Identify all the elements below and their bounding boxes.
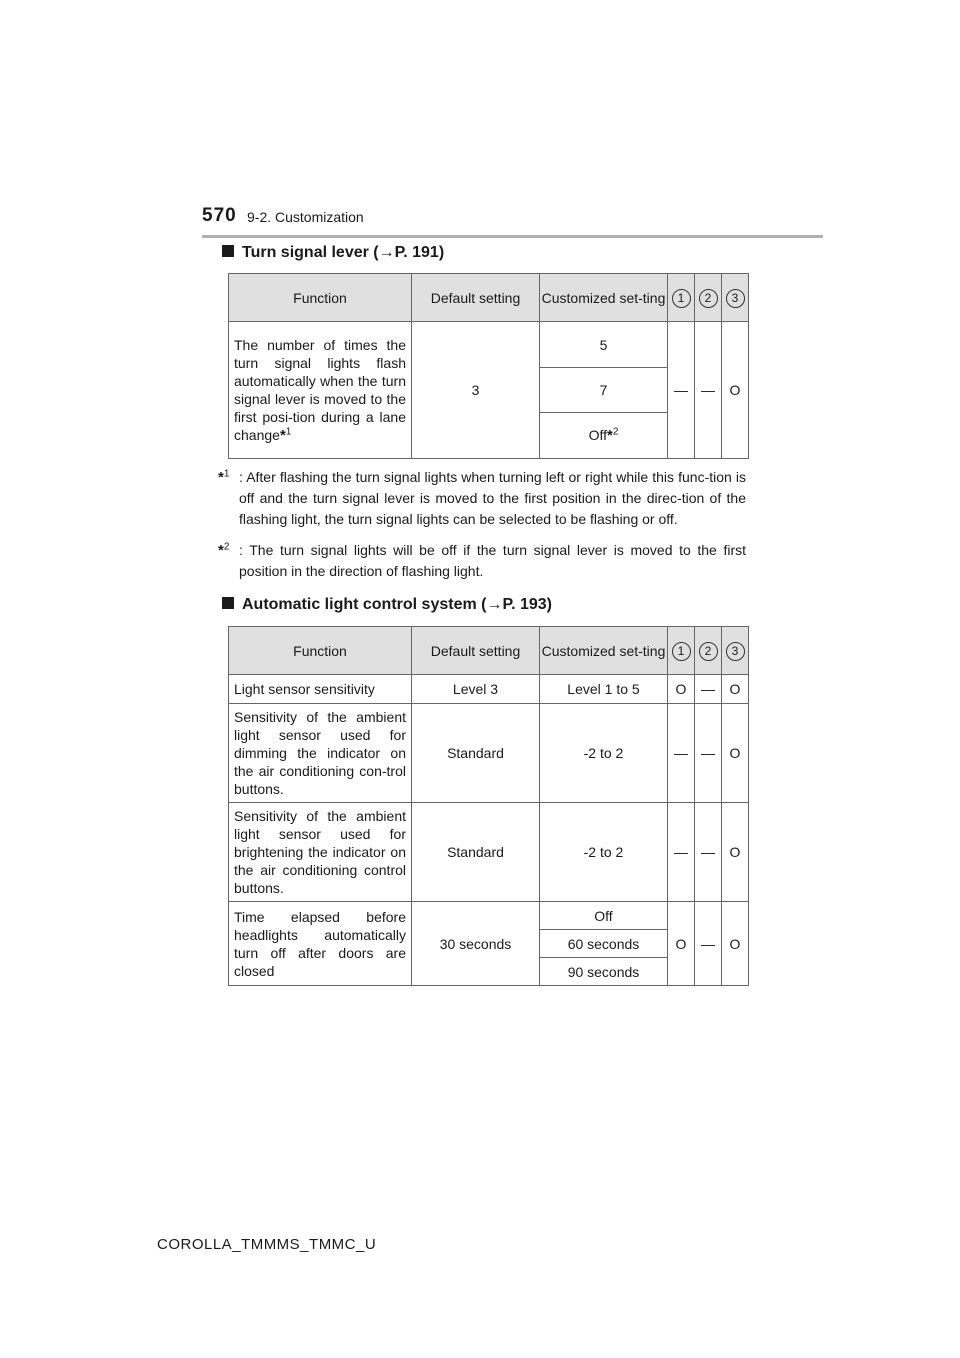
option-cell: 7 [540, 368, 668, 413]
asterisk-icon: * [607, 427, 613, 444]
c3-cell: O [722, 803, 749, 902]
col-1 [668, 274, 695, 322]
turn-signal-table [228, 273, 749, 459]
table-row [229, 704, 749, 803]
function-cell: Time elapsed before headlights automatically turn off after doors are closed [229, 902, 412, 986]
c2-cell: — [695, 704, 722, 803]
table-header-row [229, 627, 749, 675]
custom-cell: -2 to 2 [540, 704, 668, 803]
square-bullet-icon [222, 245, 234, 257]
c3-cell: O [722, 322, 749, 459]
c1-cell: — [668, 322, 695, 459]
circled-3-icon: 3 [726, 289, 745, 308]
circled-1-icon: 1 [672, 289, 691, 308]
table-row [229, 803, 749, 902]
asterisk-icon: * [218, 542, 224, 559]
function-cell: Sensitivity of the ambient light sensor used for dimming the indicator on the air conditioning con-trol buttons. [229, 704, 412, 803]
c2-cell: — [695, 803, 722, 902]
option-cell: Off [540, 902, 668, 930]
c2-cell: — [695, 902, 722, 986]
option-cell: 5 [540, 322, 668, 368]
custom-cell: Level 1 to 5 [540, 675, 668, 704]
default-cell: Level 3 [412, 675, 540, 704]
c3-cell: O [722, 675, 749, 704]
col-custom: Customized set-ting [540, 274, 668, 322]
page-number: 570 [202, 205, 237, 226]
option-cell: 90 seconds [540, 958, 668, 986]
col-default: Default setting [412, 274, 540, 322]
col-3 [722, 627, 749, 675]
footnotes [218, 467, 746, 592]
option-cell: 60 seconds [540, 930, 668, 958]
section-name: 9-2. Customization [247, 209, 364, 225]
c1-cell: O [668, 675, 695, 704]
c1-cell: O [668, 902, 695, 986]
footnote-1: *$^1$ : After flashing the turn signal lights when turning left or right while this func-tion is off and the turn signal lever is moved to the first position in the direc-tion of the flashing light, the turn signal lights can be selected to be flashing or off. [218, 468, 746, 527]
table-row [229, 902, 749, 930]
document-code: COROLLA_TMMMS_TMMC_U [157, 1236, 377, 1253]
asterisk-icon: * [218, 469, 224, 486]
c2-cell: — [695, 675, 722, 704]
section-heading-auto-light: Automatic light control system (→P. 193) [222, 596, 552, 614]
auto-light-table [228, 626, 749, 986]
custom-cell: -2 to 2 [540, 803, 668, 902]
c3-cell: O [722, 902, 749, 986]
default-cell: 3 [412, 322, 540, 459]
section-heading-turn-signal: Turn signal lever (→P. 191) [222, 244, 444, 262]
col-3 [722, 274, 749, 322]
c2-cell: — [695, 322, 722, 459]
circled-2-icon: 2 [699, 642, 718, 661]
circled-3-icon: 3 [726, 642, 745, 661]
circled-1-icon: 1 [672, 642, 691, 661]
table-row [229, 322, 749, 368]
function-cell: The number of times the turn signal lights flash automatically when the turn signal lever is moved to the first posi-tion during a lane change*$^1$ [229, 322, 412, 459]
option-cell: Off*$^2$ [540, 413, 668, 459]
table-row [229, 675, 749, 704]
col-custom: Customized set-ting [540, 627, 668, 675]
default-cell: Standard [412, 803, 540, 902]
col-2 [695, 627, 722, 675]
col-function: Function [229, 274, 412, 322]
c3-cell: O [722, 704, 749, 803]
footnote-2: *$^2$ : The turn signal lights will be off if the turn signal lever is moved to the first position in the direction of flashing light. [218, 541, 746, 579]
col-1 [668, 627, 695, 675]
asterisk-icon: * [279, 426, 286, 444]
col-default: Default setting [412, 627, 540, 675]
function-cell: Sensitivity of the ambient light sensor used for brightening the indicator on the air conditioning control buttons. [229, 803, 412, 902]
page-header [202, 205, 823, 238]
square-bullet-icon [222, 597, 234, 609]
col-function: Function [229, 627, 412, 675]
table-header-row [229, 274, 749, 322]
function-cell: Light sensor sensitivity [229, 675, 412, 704]
default-cell: 30 seconds [412, 902, 540, 986]
default-cell: Standard [412, 704, 540, 803]
c1-cell: — [668, 704, 695, 803]
c1-cell: — [668, 803, 695, 902]
col-2 [695, 274, 722, 322]
circled-2-icon: 2 [699, 289, 718, 308]
